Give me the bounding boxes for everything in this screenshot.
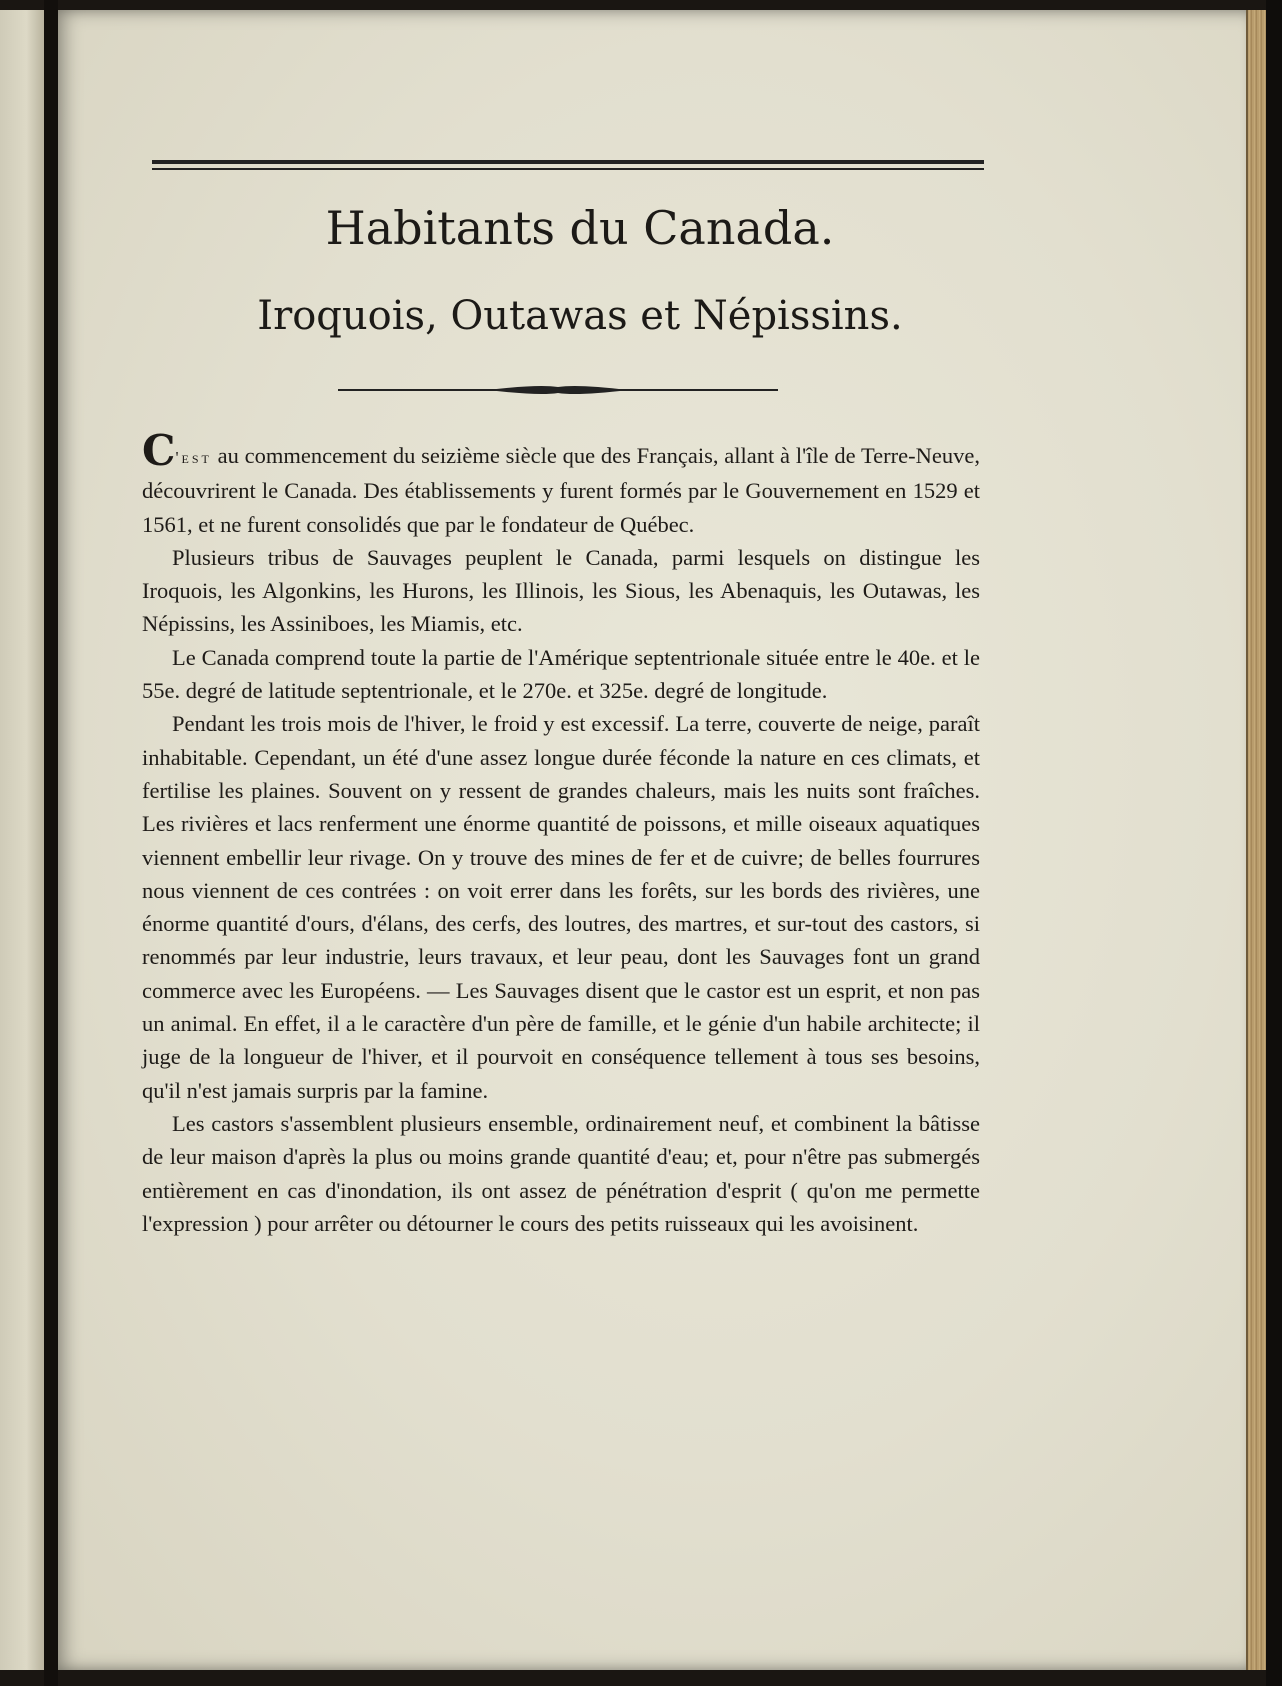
ornamental-divider-graphic — [338, 382, 778, 398]
opening-small-caps: 'est — [175, 448, 212, 467]
page-subtitle: Iroquois, Outawas et Népissins. — [257, 293, 903, 339]
paragraph-2: Plusieurs tribus de Sauvages peuplent le Canada, parmi lesquels on distingue les Iroquois, les Algonkins, les Hurons, les Illinois, les Sious, les Abenaquis, les Outawas, les Népissins, les Assiniboes, les Miamis, etc. — [142, 544, 980, 637]
header-double-rule — [152, 160, 984, 172]
drop-cap: C — [142, 426, 176, 475]
paragraph-4: Pendant les trois mois de l'hiver, le froid y est excessif. La terre, couverte de neige, paraît inhabitable. Cependant, un été d'une assez longue durée féconde la nature en ces climats, et fertilise les plaines. Souvent on y ressent de grandes chaleurs, mais les nuits sont fraîches. Les rivières et lacs renferment une énorme quantité de poissons, et mille oiseaux aquatiques viennent embellir leur rivage. On y trouve des mines de fer et de cuivre; de belles fourrures nous viennent de ces contrées : on voit errer dans les forêts, sur les bords des rivières, une énorme quantité d'ours, d'élans, des cerfs, des loutres, des martres, et sur-tout des castors, si renommés par leur industrie, leurs travaux, et leur peau, dont les Sauvages font un grand commerce avec les Européens. — Les Sauvages disent que le castor est un esprit, et non pas un animal. En effet, il a le caractère d'un père de famille, et le génie d'un habile architecte; il juge de la longueur de l'hiver, et il pourvoit en conséquence tellement à tous ses besoins, qu'il n'est jamais surpris par la famine. — [142, 711, 980, 1103]
page-title: Habitants du Canada. — [325, 201, 835, 255]
paragraph-1-text: au commencement du seizième siècle que des Français, allant à l'île de Terre-Neuve, découvrirent le Canada. Des établissements y furent formés par le Gouvernement en 1529 et 1561, et ne furent consolidés que par le fondateur de Québec. — [142, 443, 980, 537]
ornamental-divider — [338, 382, 778, 398]
facing-page-edge — [0, 10, 44, 1670]
right-background — [1266, 0, 1282, 1686]
paragraph-3: Le Canada comprend toute la partie de l'Amérique septentrionale située entre le 40e. et le 55e. degré de latitude septentrionale, et le 270e. et 325e. degré de longitude. — [142, 644, 980, 704]
body-text — [142, 426, 980, 1240]
header-rule-thin — [152, 168, 984, 170]
header-rule-thick — [152, 160, 984, 164]
paragraph-5: Les castors s'assemblent plusieurs ensemble, ordinairement neuf, et combinent la bâtisse de leur maison d'après la plus ou moins grande quantité d'eau; et, pour n'être pas submergés entièrement en cas d'inondation, ils ont assez de pénétration d'esprit ( qu'on me permette l'expression ) pour arrêter ou détourner le cours des petits ruisseaux qui les avoisinent. — [142, 1110, 980, 1236]
paragraph-1 — [142, 426, 980, 541]
book-gutter — [44, 0, 58, 1686]
page-stack-edge — [1246, 10, 1268, 1670]
